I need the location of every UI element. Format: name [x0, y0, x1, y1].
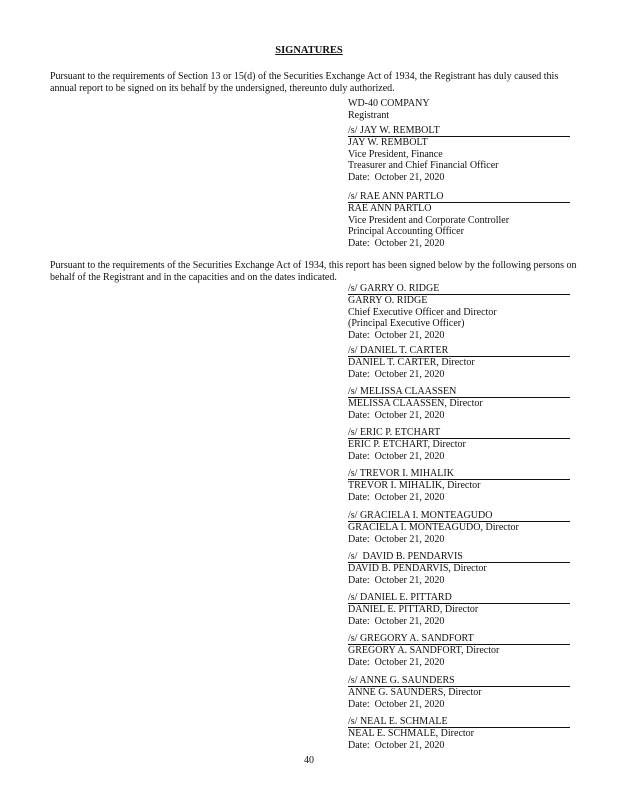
- director-signature-block: [348, 551, 570, 586]
- director-signature-block: [348, 633, 570, 668]
- signer-name: ANNE G. SAUNDERS, Director: [348, 687, 482, 698]
- signer-name: RAE ANN PARTLO: [348, 203, 432, 214]
- signer-title: Treasurer and Chief Financial Officer: [348, 160, 499, 171]
- signer-name: GARRY O. RIDGE: [348, 295, 428, 306]
- director-signature-block: [348, 592, 570, 627]
- signer-name: DANIEL E. PITTARD, Director: [348, 604, 479, 615]
- signature-date: Date: October 21, 2020: [348, 698, 445, 710]
- ceo-signature-block: [348, 283, 570, 341]
- director-signature-block: [348, 716, 570, 751]
- signature-line: /s/ GREGORY A. SANDFORT: [348, 633, 570, 645]
- signer-title: (Principal Executive Officer): [348, 318, 465, 329]
- signature-line: /s/ TREVOR I. MIHALIK: [348, 468, 570, 480]
- signature-line: /s/ DANIEL T. CARTER: [348, 345, 570, 357]
- signature-date: Date: October 21, 2020: [348, 574, 445, 586]
- signature-line: /s/ ANNE G. SAUNDERS: [348, 675, 570, 687]
- registrant-paragraph: Pursuant to the requirements of Section 13 or 15(d) of the Securities Exchange Act of 1934, the Registrant has duly caused this annual report to be signed on its behalf by the undersigned, thereunto duly authorized.: [50, 71, 559, 94]
- director-signature-block: [348, 345, 570, 380]
- signer-name: TREVOR I. MIHALIK, Director: [348, 480, 481, 491]
- signature-line: /s/ DAVID B. PENDARVIS: [348, 551, 570, 563]
- signer-name: DANIEL T. CARTER, Director: [348, 357, 475, 368]
- signature-line: /s/ GRACIELA I. MONTEAGUDO: [348, 510, 570, 522]
- signature-date: Date: October 21, 2020: [348, 171, 445, 183]
- signature-line: /s/ ERIC P. ETCHART: [348, 427, 570, 439]
- signature-date: Date: October 21, 2020: [348, 739, 445, 751]
- signature-date: Date: October 21, 2020: [348, 368, 445, 380]
- signature-line: /s/ GARRY O. RIDGE: [348, 283, 570, 295]
- signer-title: Vice President, Finance: [348, 148, 443, 160]
- signature-line: /s/ RAE ANN PARTLO: [348, 191, 570, 203]
- signature-line: /s/ MELISSA CLAASSEN: [348, 386, 570, 398]
- signature-line: /s/ JAY W. REMBOLT: [348, 125, 570, 137]
- signer-name: GREGORY A. SANDFORT, Director: [348, 645, 500, 656]
- signature-date: Date: October 21, 2020: [348, 615, 445, 627]
- signature-date: Date: October 21, 2020: [348, 450, 445, 462]
- signature-date: Date: October 21, 2020: [348, 237, 445, 249]
- director-signature-block: [348, 510, 570, 545]
- director-signature-block: [348, 427, 570, 462]
- signer-title: Principal Accounting Officer: [348, 226, 464, 237]
- signer-title: Vice President and Corporate Controller: [348, 214, 510, 226]
- director-signature-block: [348, 675, 570, 710]
- signature-line: /s/ NEAL E. SCHMALE: [348, 716, 570, 728]
- signature-date: Date: October 21, 2020: [348, 533, 445, 545]
- signer-name: NEAL E. SCHMALE, Director: [348, 728, 474, 739]
- registrant-label: Registrant: [348, 109, 390, 121]
- signer-name: GRACIELA I. MONTEAGUDO, Director: [348, 522, 519, 533]
- director-signature-block: [348, 386, 570, 421]
- signature-line: /s/ DANIEL E. PITTARD: [348, 592, 570, 604]
- officer-signature-block: [348, 191, 570, 249]
- signer-title: Chief Executive Officer and Director: [348, 306, 497, 318]
- signature-date: Date: October 21, 2020: [348, 329, 445, 341]
- director-signature-block: [348, 468, 570, 503]
- page-number: 40: [304, 755, 314, 766]
- signatures-paragraph: Pursuant to the requirements of the Securities Exchange Act of 1934, this report has been signed below by the following persons on behalf of the Registrant and in the capacities and on the dates indicated.: [50, 260, 577, 283]
- signature-date: Date: October 21, 2020: [348, 491, 445, 503]
- officer-signature-block: [348, 125, 570, 183]
- registrant-block: [348, 98, 570, 121]
- signature-date: Date: October 21, 2020: [348, 409, 445, 421]
- signature-date: Date: October 21, 2020: [348, 656, 445, 668]
- signer-name: MELISSA CLAASSEN, Director: [348, 398, 483, 409]
- company-name: WD-40 COMPANY: [348, 98, 430, 109]
- signer-name: JAY W. REMBOLT: [348, 137, 428, 148]
- page-title: SIGNATURES: [275, 45, 343, 56]
- signer-name: ERIC P. ETCHART, Director: [348, 439, 466, 450]
- signer-name: DAVID B. PENDARVIS, Director: [348, 563, 487, 574]
